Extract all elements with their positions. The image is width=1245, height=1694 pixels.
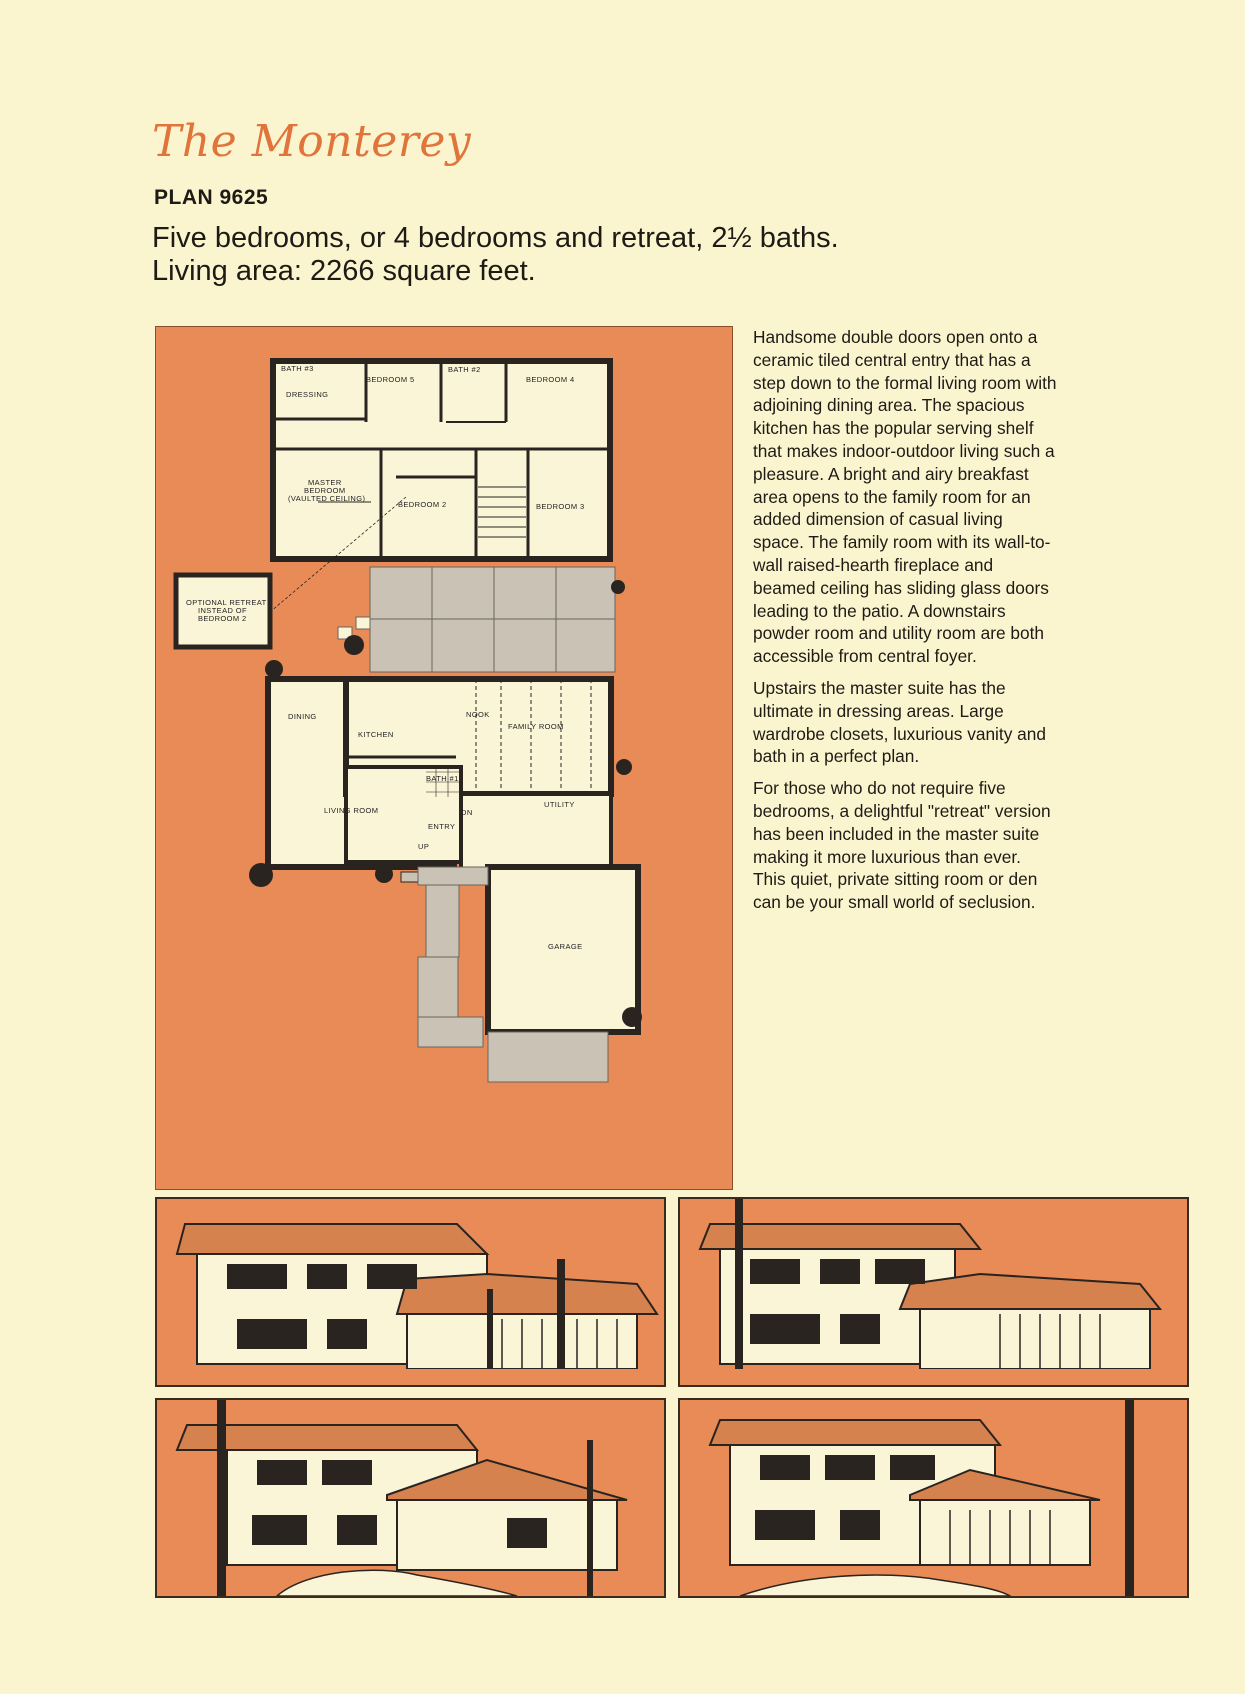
label-dressing: DRESSING (286, 390, 329, 399)
label-bedroom2: BEDROOM 2 (398, 500, 447, 509)
elevation-2 (678, 1197, 1189, 1387)
description-paragraph-1: Handsome double doors open onto a ceramic tiled central entry that has a step down to the formal living room with adjoining dining area. The spacious kitchen has the popular serving shelf that makes indoor-outdoor living such a pleasure. A bright and airy breakfast area opens to the family room for an added dimension of casual living space. The family room with its wall-to-wall raised-hearth fireplace and beamed ceiling has sliding glass doors leading to the patio. A downstairs powder room and utility room are both accessible from central foyer. (753, 327, 1057, 667)
elevation-2-drawing (680, 1199, 1187, 1385)
label-nook: NOOK (466, 710, 490, 719)
label-bath3: BATH #3 (281, 364, 314, 373)
description-paragraph-3: For those who do not require five bedrooms, a delightful "retreat" version has been included in the master suite making it more luxurious than ever. This quiet, private sitting room or den can be your small world of seclusion. (753, 778, 1051, 913)
headline-bedrooms: Five bedrooms, or 4 bedrooms and retreat, 2½ baths. (152, 222, 839, 254)
label-master-1: MASTER (308, 478, 342, 487)
floor-plan-panel (155, 326, 733, 1190)
label-retreat-2: INSTEAD OF (198, 606, 248, 615)
label-entry: ENTRY (428, 822, 456, 831)
headline-living-area: Living area: 2266 square feet. (152, 255, 536, 287)
label-master-2: BEDROOM (304, 486, 346, 495)
label-bedroom3: BEDROOM 3 (536, 502, 585, 511)
label-bath1: BATH #1 (426, 774, 459, 783)
label-garage: GARAGE (548, 942, 583, 951)
description-paragraph-2: Upstairs the master suite has the ultimate in dressing areas. Large wardrobe closets, luxurious vanity and bath in a perfect plan. (753, 677, 1046, 767)
elevation-3 (155, 1398, 666, 1598)
elevation-1-drawing (157, 1199, 664, 1385)
elevation-4-drawing (680, 1400, 1187, 1596)
label-utility: UTILITY (544, 800, 575, 809)
label-dn: DN (461, 808, 473, 817)
label-bedroom5: BEDROOM 5 (366, 375, 415, 384)
elevation-1 (155, 1197, 666, 1387)
headline (152, 222, 839, 288)
label-bedroom4: BEDROOM 4 (526, 375, 575, 384)
label-retreat-1: OPTIONAL RETREAT (186, 598, 267, 607)
label-master-3: (VAULTED CEILING) (288, 494, 366, 503)
patio (338, 567, 615, 672)
elevation-3-drawing (157, 1400, 664, 1596)
label-bath2: BATH #2 (448, 365, 481, 374)
label-kitchen: KITCHEN (358, 730, 394, 739)
plan-title: The Monterey (152, 116, 472, 167)
label-up: UP (418, 842, 430, 851)
plan-number: PLAN 9625 (154, 186, 269, 209)
elevation-4 (678, 1398, 1189, 1598)
label-dining: DINING (288, 712, 317, 721)
description (753, 326, 1058, 923)
label-family-room: FAMILY ROOM (508, 722, 564, 731)
label-living-room: LIVING ROOM (324, 806, 379, 815)
label-retreat-3: BEDROOM 2 (198, 614, 247, 623)
floor-plan-drawing (156, 327, 732, 1189)
